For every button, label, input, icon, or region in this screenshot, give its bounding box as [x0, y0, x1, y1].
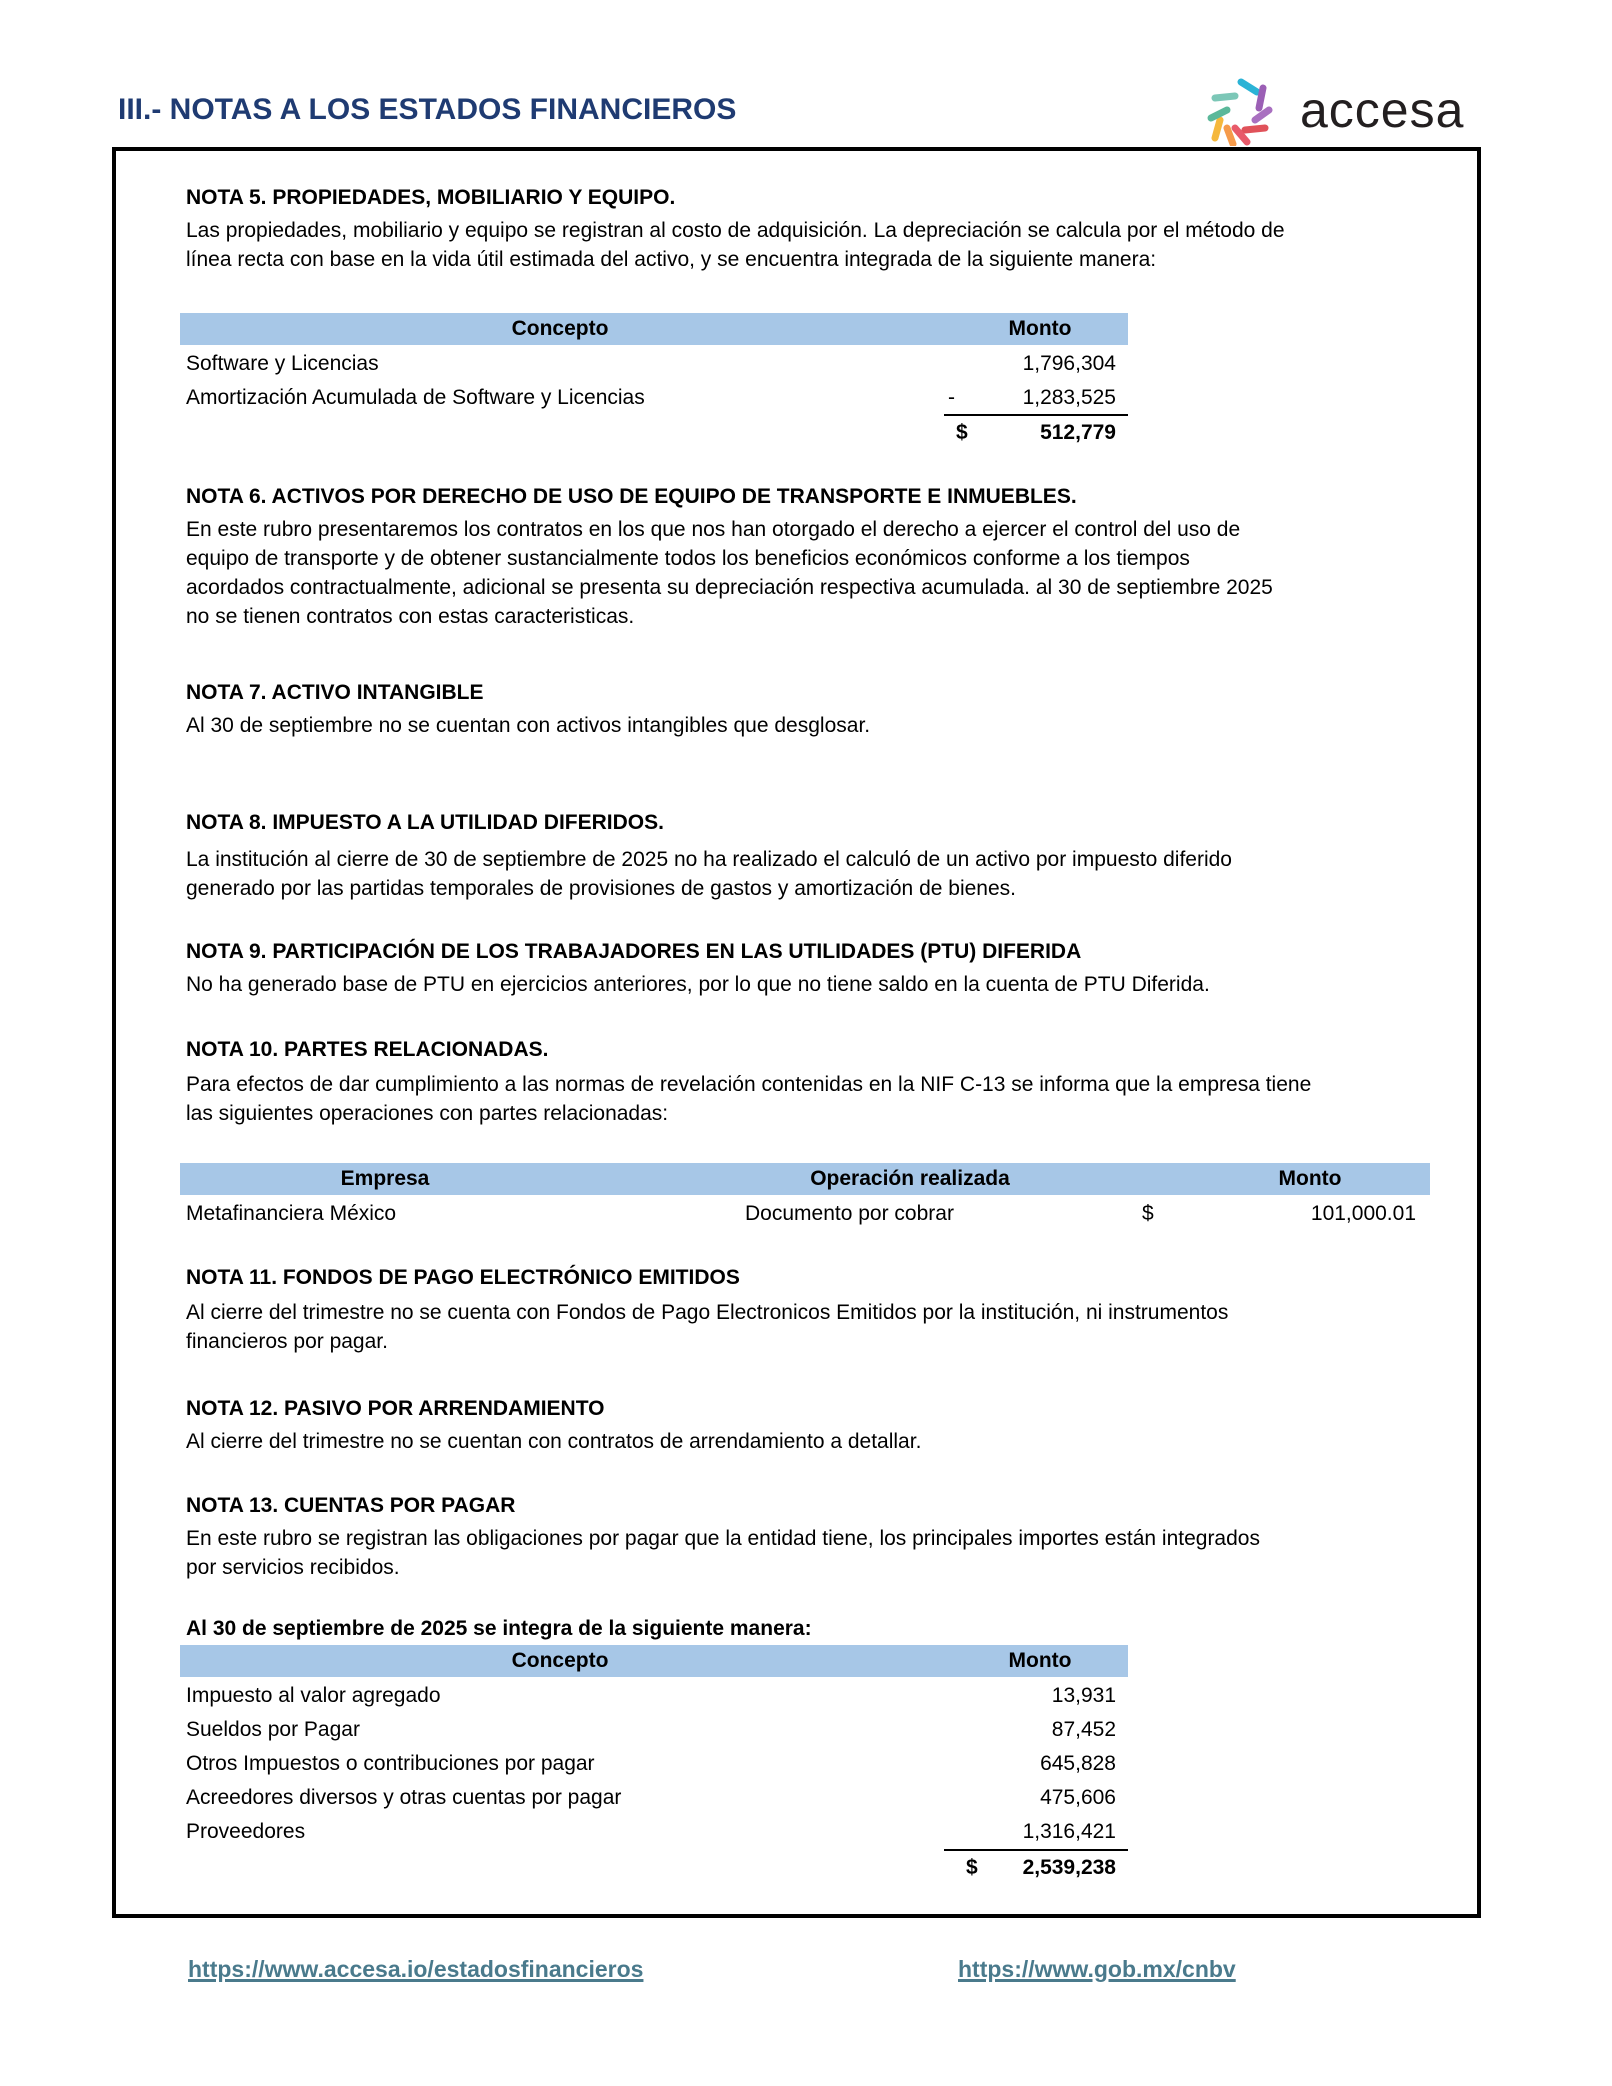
table-row: [180, 1815, 1128, 1849]
concepto-cell: Sueldos por Pagar: [186, 1718, 360, 1741]
text-line: Las propiedades, mobiliario y equipo se registran al costo de adquisición. La depreciación se calcula por el método de: [186, 219, 1285, 242]
concepto-cell: Amortización Acumulada de Software y Licencias: [186, 386, 645, 409]
monto-cell: 1,796,304: [1022, 352, 1116, 375]
total-row: [180, 1851, 1128, 1885]
nota10-table-header: [180, 1163, 1430, 1195]
concepto-cell: Software y Licencias: [186, 352, 379, 375]
column-header: Empresa: [340, 1167, 430, 1190]
column-header: Monto: [1278, 1167, 1342, 1190]
text-line: En este rubro se registran las obligaciones por pagar que la entidad tiene, los principales importes están integrados: [186, 1527, 1260, 1550]
text-line: La institución al cierre de 30 de septiembre de 2025 no ha realizado el calculó de un activo por impuesto diferido: [186, 848, 1232, 871]
nota7-heading: NOTA 7. ACTIVO INTANGIBLE: [186, 681, 484, 704]
monto-cell: 1,316,421: [1022, 1820, 1116, 1843]
table-row: [180, 381, 1128, 415]
text-line: equipo de transporte y de obtener sustancialmente todos los beneficios económicos conforme a los tiempos: [186, 547, 1190, 570]
nota8-heading: NOTA 8. IMPUESTO A LA UTILIDAD DIFERIDOS.: [186, 811, 664, 834]
table-row: [180, 1713, 1128, 1747]
concepto-cell: Otros Impuestos o contribuciones por pagar: [186, 1752, 595, 1775]
text-line: financieros por pagar.: [186, 1330, 388, 1353]
operacion-cell: Documento por cobrar: [745, 1202, 954, 1225]
page-title: III.- NOTAS A LOS ESTADOS FINANCIEROS: [118, 93, 737, 126]
monto-cell: 1,283,525: [1022, 386, 1116, 409]
nota13-subheading: Al 30 de septiembre de 2025 se integra de la siguiente manera:: [186, 1617, 812, 1640]
nota13-table-header: [180, 1645, 1128, 1677]
nota5-heading: NOTA 5. PROPIEDADES, MOBILIARIO Y EQUIPO.: [186, 186, 676, 209]
text-line: generado por las partidas temporales de provisiones de gastos y amortización de bienes.: [186, 877, 1016, 900]
nota9-heading: NOTA 9. PARTICIPACIÓN DE LOS TRABAJADORES EN LAS UTILIDADES (PTU) DIFERIDA: [186, 940, 1082, 963]
nota5-table-header: [180, 313, 1128, 345]
nota12-heading: NOTA 12. PASIVO POR ARRENDAMIENTO: [186, 1397, 605, 1420]
empresa-cell: Metafinanciera México: [186, 1202, 397, 1225]
nota11-text: [186, 1298, 1466, 1356]
text-line: acordados contractualmente, adicional se presenta su depreciación respectiva acumulada. al 30 de septiembre 2025: [186, 576, 1273, 599]
nota6-heading: NOTA 6. ACTIVOS POR DERECHO DE USO DE EQUIPO DE TRANSPORTE E INMUEBLES.: [186, 485, 1077, 508]
text-line: por servicios recibidos.: [186, 1556, 400, 1579]
column-header: Operación realizada: [810, 1167, 1010, 1190]
monto-cell: 475,606: [1040, 1786, 1116, 1809]
text-line: En este rubro presentaremos los contratos en los que nos han otorgado el derecho a ejercer el control del uso de: [186, 518, 1241, 541]
text-line: Al cierre del trimestre no se cuenta con Fondos de Pago Electronicos Emitidos por la institución, ni instrumentos: [186, 1301, 1229, 1324]
column-header: Concepto: [511, 1649, 609, 1672]
monto-cell: 645,828: [1040, 1752, 1116, 1775]
nota9-text: No ha generado base de PTU en ejercicios anteriores, por lo que no tiene saldo en la cuenta de PTU Diferida.: [186, 973, 1210, 996]
currency-cell: $: [1142, 1202, 1154, 1225]
text-line: Para efectos de dar cumplimiento a las normas de revelación contenidas en la NIF C-13 se informa que la empresa tiene: [186, 1073, 1312, 1096]
table-row: [180, 1197, 1430, 1231]
nota12-text: Al cierre del trimestre no se cuentan con contratos de arrendamiento a detallar.: [186, 1430, 922, 1453]
total-cell: 2,539,238: [1022, 1856, 1116, 1879]
monto-cell: 87,452: [1051, 1718, 1116, 1741]
cnbv-link[interactable]: https://www.gob.mx/cnbv: [958, 1956, 1236, 1982]
nota13-table-body: [180, 1679, 1128, 1849]
nota13-text: [186, 1524, 1466, 1582]
table-row: [180, 1679, 1128, 1713]
table-row: [180, 1747, 1128, 1781]
currency-cell: $: [956, 421, 968, 444]
text-line: las siguientes operaciones con partes relacionadas:: [186, 1102, 669, 1125]
nota10-text: [186, 1070, 1466, 1128]
concepto-cell: Proveedores: [186, 1820, 306, 1843]
nota11-heading: NOTA 11. FONDOS DE PAGO ELECTRÓNICO EMITIDOS: [186, 1266, 740, 1289]
nota8-text: [186, 845, 1466, 903]
sign-cell: -: [948, 386, 955, 409]
table-row: [180, 1781, 1128, 1815]
concepto-cell: Impuesto al valor agregado: [186, 1684, 441, 1707]
nota5-text: [186, 216, 1466, 274]
total-row: [180, 416, 1128, 450]
nota6-text: [186, 515, 1466, 631]
accesa-financial-statements-link[interactable]: https://www.accesa.io/estadosfinancieros: [188, 1956, 644, 1982]
nota13-heading: NOTA 13. CUENTAS POR PAGAR: [186, 1494, 516, 1517]
logo-text: accesa: [1300, 82, 1465, 138]
column-header: Concepto: [511, 317, 609, 340]
total-cell: 512,779: [1040, 421, 1116, 444]
concepto-cell: Acreedores diversos y otras cuentas por pagar: [186, 1786, 622, 1809]
monto-cell: 101,000.01: [1310, 1202, 1416, 1225]
text-line: no se tienen contratos con estas caracteristicas.: [186, 605, 635, 628]
column-header: Monto: [1008, 317, 1072, 340]
column-header: Monto: [1008, 1649, 1072, 1672]
nota10-heading: NOTA 10. PARTES RELACIONADAS.: [186, 1038, 549, 1061]
nota7-text: Al 30 de septiembre no se cuentan con activos intangibles que desglosar.: [186, 714, 871, 737]
table-row: [180, 347, 1128, 381]
text-line: línea recta con base en la vida útil estimada del activo, y se encuentra integrada de la siguiente manera:: [186, 248, 1157, 271]
currency-cell: $: [966, 1856, 978, 1879]
monto-cell: 13,931: [1051, 1684, 1116, 1707]
